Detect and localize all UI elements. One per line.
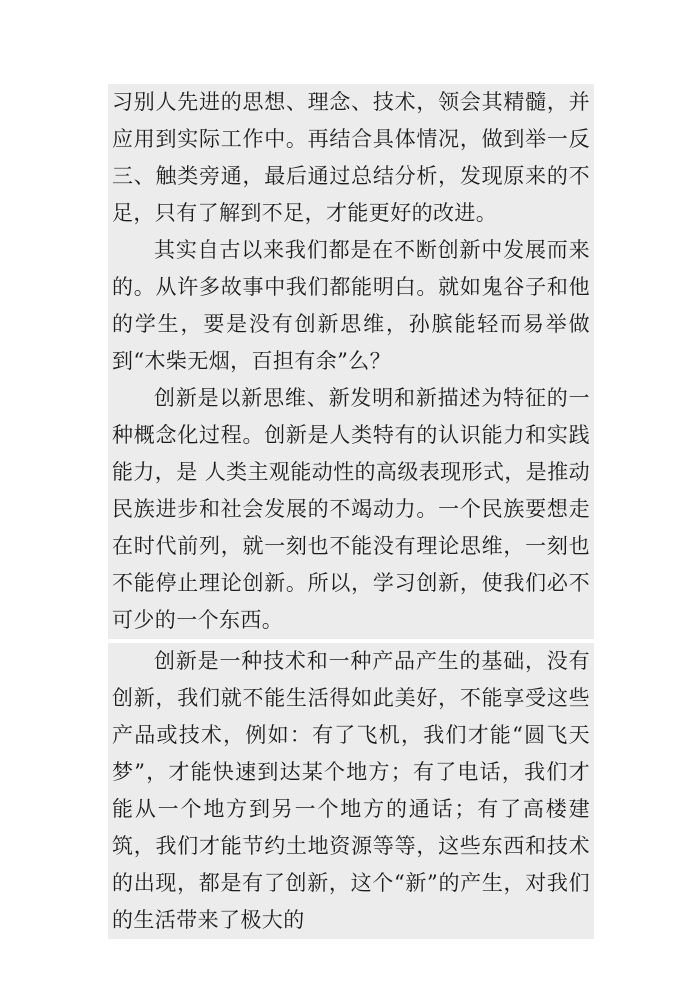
document-page [108, 84, 594, 939]
paragraph-3: 创新是以新思维、新发明和新描述为特征的一种概念化过程。创新是人类特有的认识能力和实践能力，是 人类主观能动性的高级表现形式，是推动民族进步和社会发展的不竭动力。一个民族要想走在时代前列，就一刻也不能没有理论思维，一刻也不能停止理论创新。所以，学习创新，使我们必不可少的一个东西。 [108, 380, 594, 639]
paragraph-2: 其实自古以来我们都是在不断创新中发展而来的。从许多故事中我们都能明白。就如鬼谷子和他的学生，要是没有创新思维，孙膑能轻而易举做到“木柴无烟，百担有余”么？ [108, 232, 594, 380]
paragraph-4: 创新是一种技术和一种产品产生的基础，没有创新，我们就不能生活得如此美好，不能享受这些产品或技术，例如：有了飞机，我们才能“圆飞天梦”，才能快速到达某个地方；有了电话，我们才能从一个地方到另一个地方的通话；有了高楼建筑，我们才能节约土地资源等等，这些东西和技术的出现，都是有了创新，这个“新”的产生，对我们的生活带来了极大的 [108, 643, 594, 939]
paragraph-1: 习别人先进的思想、理念、技术，领会其精髓，并应用到实际工作中。再结合具体情况，做到举一反三、触类旁通，最后通过总结分析，发现原来的不足，只有了解到不足，才能更好的改进。 [108, 84, 594, 232]
